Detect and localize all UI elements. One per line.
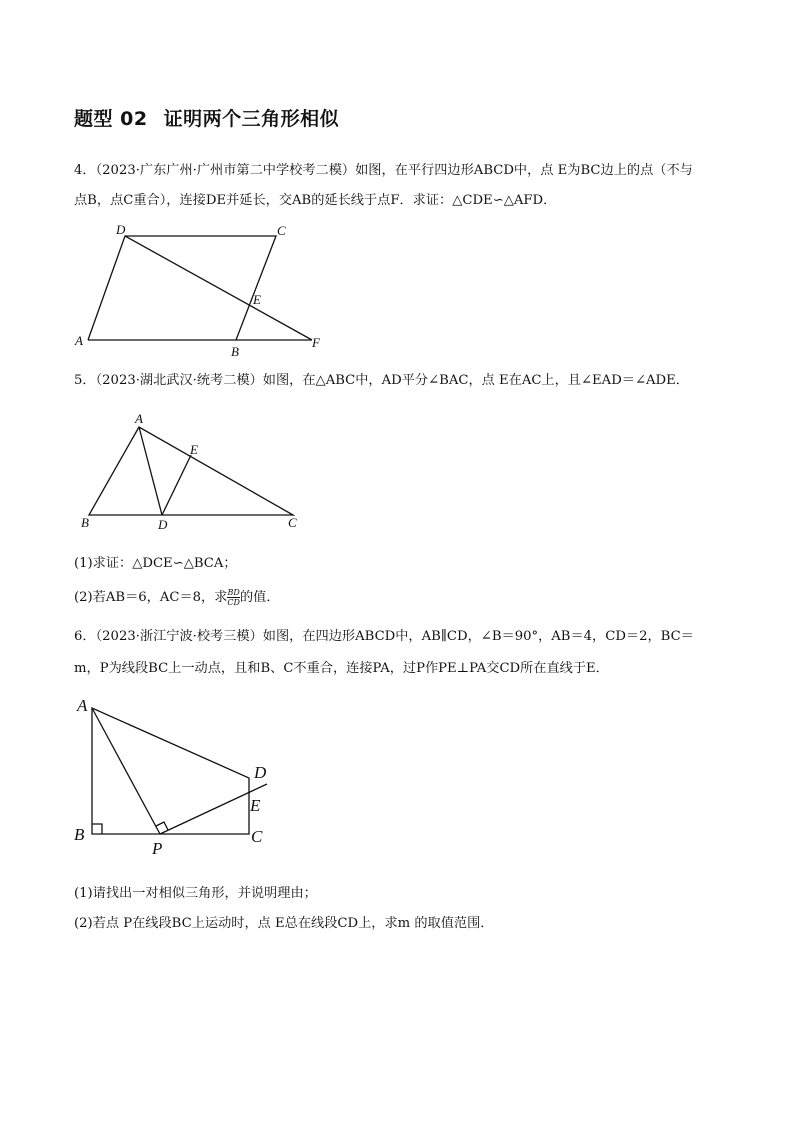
q6-label-d: D	[254, 763, 267, 782]
q6-label-e: E	[250, 796, 261, 815]
q5-part2	[74, 588, 724, 608]
q5-label-c: C	[288, 515, 297, 530]
q5-label-e: E	[190, 442, 198, 457]
q6-label-p: P	[152, 839, 163, 857]
q6-part2: (2)若点 P在线段BC上运动时，点 E总在线段CD上，求m 的取值范围．	[74, 916, 494, 931]
q4-label-c: C	[277, 223, 286, 238]
q5-triangle-abc	[89, 427, 293, 515]
q5-label-a: A	[135, 411, 143, 426]
q5-part1: (1)求证：△DCE∽△BCA；	[74, 556, 237, 571]
q5-triangle-figure	[75, 405, 315, 533]
q5-fraction-numerator: BD	[227, 588, 240, 597]
q4-label-a: A	[75, 333, 83, 348]
q6-quadrilateral-figure	[70, 692, 290, 857]
q5-stem: 5．（2023·湖北武汉·统考二模）如图，在△ABC中，AD平分∠BAC，点 E在AC上，且∠EAD＝∠ADE．	[74, 373, 689, 388]
q4-line1: 4．（2023·广东广州·广州市第二中学校考二模）如图，在平行四边形ABCD中，点 E为BC边上的点（不与	[74, 163, 693, 178]
q5-fraction-denominator: CD	[227, 598, 240, 607]
q4-label-e: E	[253, 292, 261, 307]
q4-label-f: F	[312, 335, 320, 350]
section-title: 证明两个三角形相似	[163, 108, 340, 130]
q6-part1: (1)请找出一对相似三角形，并说明理由；	[74, 886, 317, 901]
q4-label-b: B	[231, 344, 239, 359]
q6-quadrilateral-abcd	[92, 708, 249, 834]
q5-segment-ad	[139, 427, 162, 515]
q5-label-b: B	[81, 515, 89, 530]
q5-part2-suffix: 的值．	[239, 590, 280, 605]
q5-label-d: D	[158, 517, 168, 532]
q6-label-c: C	[251, 827, 263, 846]
q5-segment-de	[162, 455, 191, 515]
q5-part2-prefix: (2)若AB＝6，AC＝8，求	[74, 590, 228, 605]
q6-label-a: A	[77, 696, 88, 715]
q6-line2: m，P为线段BC上一动点，且和B、C不重合，连接PA，过P作PE⊥PA交CD所在直线于E．	[74, 661, 609, 676]
section-heading	[74, 104, 339, 131]
q4-parallelogram-figure	[70, 220, 340, 360]
q6-segment-pa	[92, 708, 160, 834]
q6-right-angle-b	[92, 824, 102, 834]
q6-label-b: B	[74, 825, 85, 844]
section-number: 题型 02	[74, 108, 148, 130]
q6-line1: 6．（2023·浙江宁波·校考三模）如图，在四边形ABCD中，AB∥CD，∠B＝90°，AB＝4，CD＝2，BC＝	[74, 629, 694, 644]
q4-parallelogram	[88, 236, 276, 340]
q4-segment-df	[125, 236, 312, 340]
q4-label-d: D	[116, 222, 126, 237]
q5-fraction	[227, 588, 240, 607]
q4-line2: 点B，点C重合），连接DE并延长，交AB的延长线于点F．求证：△CDE∽△AFD．	[74, 193, 557, 208]
